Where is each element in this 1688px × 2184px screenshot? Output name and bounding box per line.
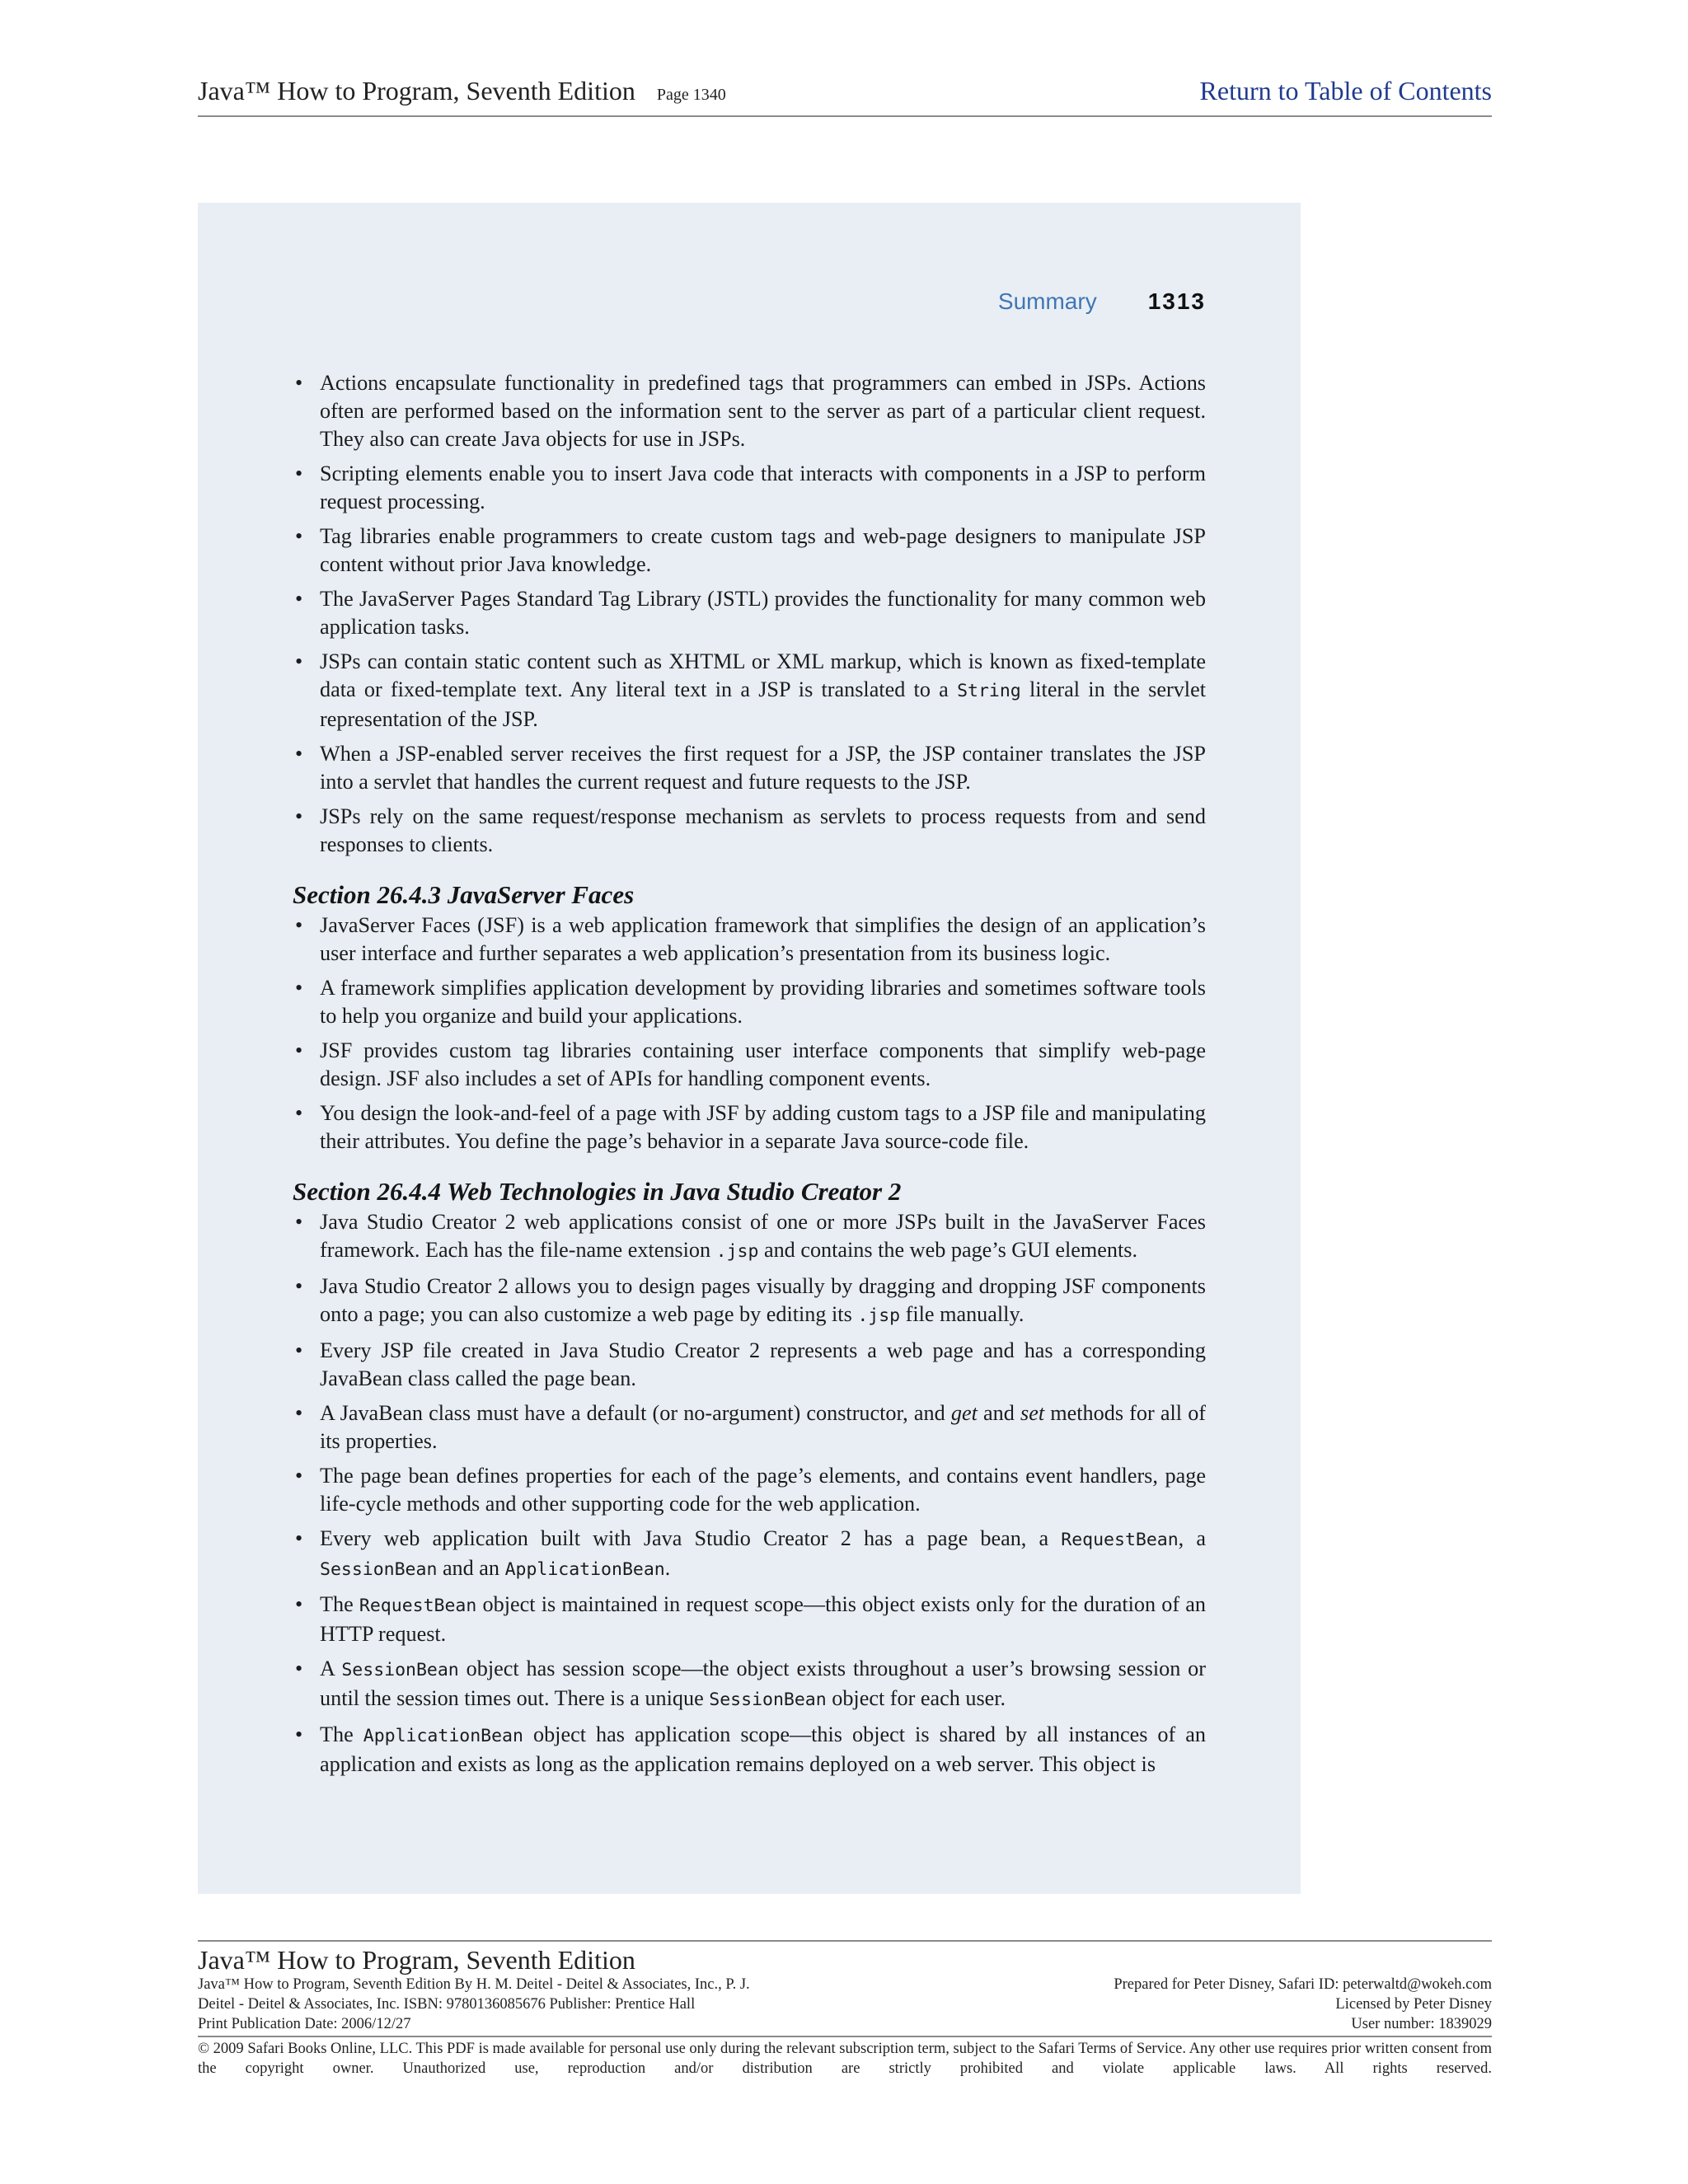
- footer-credits: Java™ How to Program, Seventh Edition By H. M. Deitel - Deitel & Associates, Inc., P. J.: [198, 1976, 750, 1993]
- footer-copyright: © 2009 Safari Books Online, LLC. This PDF is made available for personal use only during the relevant subscription term, subject to the Safari Terms of Service. Any other use requires prior written consent from the copyright owner. Unauthorized use, reproduction and/or distribution are strictly prohibited and violate applicable laws. All rights reserved.: [198, 2036, 1492, 2079]
- emphasis-get: get: [950, 1401, 978, 1425]
- bullet-item: • The page bean defines properties for each of the page’s elements, and contains event handlers, page life-cycle methods and other supporting code for the web application.: [293, 1462, 1206, 1518]
- bullet-item: [293, 1399, 1206, 1455]
- bullet-item: [293, 1655, 1206, 1714]
- bullet-item: • Actions encapsulate functionality in predefined tags that programmers can embed in JSPs. Actions often are performed based on the information sent to the server as part of a particular client request. They also can create Java objects for use in JSPs.: [293, 369, 1206, 453]
- bullet-item: • Tag libraries enable programmers to create custom tags and web-page designers to manipulate JSP content without prior Java knowledge.: [293, 523, 1206, 579]
- footer-row: [198, 2014, 1492, 2034]
- text-run: A: [320, 1657, 342, 1680]
- bullet-item: • A framework simplifies application development by providing libraries and sometimes software tools to help you organize and build your applications.: [293, 974, 1206, 1030]
- running-section-title: Summary: [997, 288, 1097, 314]
- footer-publication-date: Print Publication Date: 2006/12/27: [198, 2016, 411, 2032]
- running-head: [998, 288, 1206, 315]
- text-run: methods for all of its properties.: [320, 1401, 1207, 1453]
- footer-user-number: User number: 1839029: [1351, 2016, 1492, 2032]
- bullet-item: • Scripting elements enable you to insert Java code that interacts with components in a JSP to perform request processing.: [293, 460, 1206, 516]
- text-run: and an: [437, 1556, 505, 1580]
- bullet-item: • The JavaServer Pages Standard Tag Library (JSTL) provides the functionality for many common web application tasks.: [293, 585, 1206, 641]
- bullet-item: [293, 1525, 1206, 1584]
- text-run: object is maintained in request scope—this object exists only for the duration of an HTTP request.: [320, 1592, 1207, 1646]
- book-page: [198, 203, 1301, 1894]
- bullet-item: • You design the look-and-feel of a page with JSF by adding custom tags to a JSP file and manipulating their attributes. You define the page’s behavior in a separate Java source-code file.: [293, 1099, 1206, 1155]
- bullet-item: [293, 648, 1206, 733]
- footer-book-title: Java™ How to Program, Seventh Edition: [198, 1945, 635, 1975]
- page-content: [293, 369, 1206, 1785]
- page-footer: [198, 1940, 1492, 2079]
- book-title: [198, 76, 726, 106]
- text-run: JSPs can contain static content such as XHTML or XML markup, which is known as fixed-template data or fixed-template text. Any literal text in a JSP is translated to a: [320, 649, 1206, 701]
- code-sessionbean: SessionBean: [341, 1660, 459, 1680]
- emphasis-set: set: [1020, 1401, 1045, 1425]
- code-requestbean: RequestBean: [359, 1596, 477, 1616]
- bullet-list-web: [293, 1208, 1206, 1779]
- book-title-text: Java™ How to Program, Seventh Edition: [198, 76, 635, 105]
- section-heading-jsf: Section 26.4.3 JavaServer Faces: [293, 880, 635, 909]
- code-jsp: .jsp: [857, 1305, 901, 1326]
- bullet-item: [293, 1591, 1206, 1648]
- bullet-item: [293, 1272, 1206, 1330]
- page-header: [198, 73, 1492, 117]
- footer-isbn: Deitel - Deitel & Associates, Inc. ISBN: 9780136085676 Publisher: Prentice Hall: [198, 1996, 696, 2013]
- code-applicationbean: ApplicationBean: [363, 1726, 523, 1746]
- text-run: The: [320, 1592, 359, 1616]
- bullet-item: [293, 1721, 1206, 1779]
- text-run: Every web application built with Java Studio Creator 2 has a page bean, a: [320, 1526, 1062, 1550]
- bullet-item: • Every JSP file created in Java Studio Creator 2 represents a web page and has a corresponding JavaBean class called the page bean.: [293, 1337, 1206, 1393]
- bullet-item: • When a JSP-enabled server receives the first request for a JSP, the JSP container translates the JSP into a servlet that handles the current request and future requests to the JSP.: [293, 740, 1206, 796]
- text-run: object for each user.: [826, 1686, 1006, 1710]
- text-run: object has session scope—the object exists throughout a user’s browsing session or until the session times out. There is a unique: [320, 1657, 1206, 1710]
- code-applicationbean: ApplicationBean: [504, 1559, 665, 1580]
- text-run: Java Studio Creator 2 allows you to design pages visually by dragging and dropping JSF components onto a page; you can also customize a web page by editing its: [320, 1274, 1206, 1326]
- footer-row: [198, 1994, 1492, 2014]
- text-run: and contains the web page’s GUI elements.: [758, 1238, 1138, 1262]
- footer-row: [198, 1975, 1492, 1994]
- bullet-list-jsf: [293, 912, 1206, 1155]
- text-run: .: [664, 1556, 671, 1580]
- running-page-number: 1313: [1147, 288, 1206, 314]
- bullet-item: • JSPs rely on the same request/response mechanism as servlets to process requests from and send responses to clients.: [293, 803, 1206, 859]
- code-requestbean: RequestBean: [1061, 1530, 1179, 1550]
- return-to-toc-link[interactable]: Return to Table of Contents: [1199, 76, 1492, 105]
- text-run: file manually.: [900, 1302, 1025, 1326]
- text-run: A JavaBean class must have a default (or no-argument) constructor, and: [320, 1401, 951, 1425]
- text-run: Java Studio Creator 2 web applications consist of one or more JSPs built in the JavaServer Faces framework. Each has the file-name extension: [320, 1210, 1206, 1262]
- bullet-item: [293, 1208, 1206, 1266]
- code-string: String: [957, 681, 1021, 701]
- bullet-item: • JSF provides custom tag libraries containing user interface components that simplify web-page design. JSF also includes a set of APIs for handling component events.: [293, 1037, 1206, 1093]
- code-sessionbean: SessionBean: [320, 1559, 438, 1580]
- text-run: and: [977, 1401, 1021, 1425]
- page-number-label: Page 1340: [656, 86, 726, 104]
- code-jsp: .jsp: [715, 1241, 759, 1262]
- bullet-item: • JavaServer Faces (JSF) is a web application framework that simplifies the design of an application’s user interface and further separates a web application’s presentation from its business logic.: [293, 912, 1206, 968]
- footer-prepared-for: Prepared for Peter Disney, Safari ID: peterwaltd@wokeh.com: [1114, 1976, 1492, 1993]
- bullet-list-jsp: [293, 369, 1206, 859]
- text-run: object has application scope—this object is shared by all instances of an application and exists as long as the application remains deployed on a web server. This object is: [320, 1722, 1207, 1776]
- text-run: The: [320, 1722, 363, 1746]
- text-run: , a: [1178, 1526, 1206, 1550]
- section-heading-web-technologies: Section 26.4.4 Web Technologies in Java Studio Creator 2: [293, 1177, 902, 1206]
- text-run: literal in the servlet representation of the JSP.: [320, 677, 1206, 731]
- footer-licensed-by: Licensed by Peter Disney: [1335, 1996, 1492, 2013]
- code-sessionbean: SessionBean: [709, 1690, 827, 1710]
